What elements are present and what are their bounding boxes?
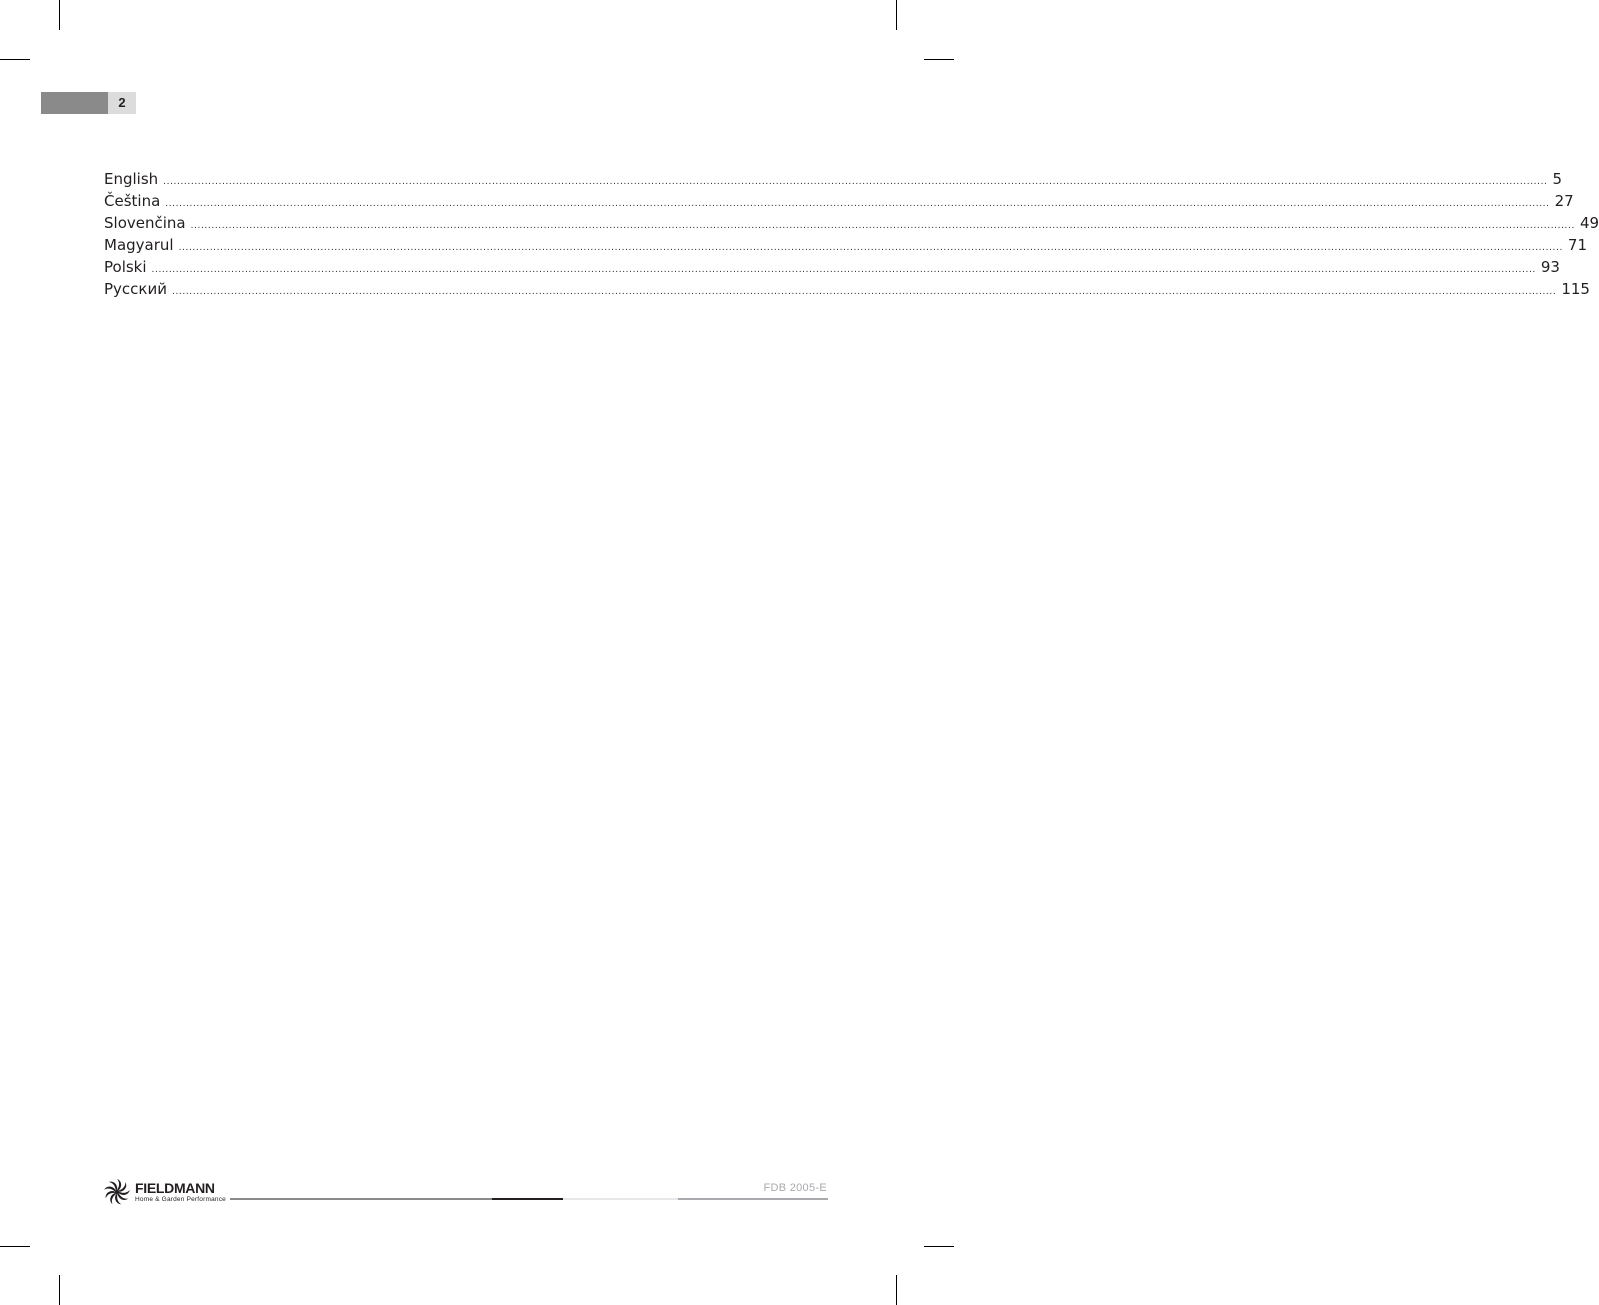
toc-page: 27 xyxy=(1554,192,1574,210)
toc-leader-dots: ................................................................................................................................................................................................................................................................................................................................................................................................................ xyxy=(178,243,1563,253)
toc-label: Русский xyxy=(104,280,167,298)
toc-row[interactable] xyxy=(104,256,1560,278)
crop-mark-top-right-v xyxy=(896,0,897,30)
toc-row[interactable] xyxy=(104,234,1588,256)
page-number-tab xyxy=(41,92,136,114)
toc-leader-dots: ................................................................................................................................................................................................................................................................................................................................................................................................................ xyxy=(190,221,1575,231)
toc-leader-dots: ................................................................................................................................................................................................................................................................................................................................................................................................................ xyxy=(165,199,1550,209)
toc-leader-dots: ................................................................................................................................................................................................................................................................................................................................................................................................................ xyxy=(163,177,1548,187)
crop-mark-top-right-h xyxy=(924,59,954,60)
toc-row[interactable] xyxy=(104,212,1599,234)
footer-line-segment-3 xyxy=(563,1198,678,1200)
brand-name: FIELDMANN xyxy=(135,1179,215,1196)
toc-page: 115 xyxy=(1561,280,1590,298)
logo-text xyxy=(135,1181,226,1204)
model-number: FDB 2005-E xyxy=(763,1182,827,1194)
toc-label: Čeština xyxy=(104,192,161,210)
toc-label: Slovenčina xyxy=(104,214,186,232)
toc-row[interactable] xyxy=(104,168,1563,190)
crop-mark-bottom-left-h xyxy=(0,1246,30,1247)
toc-leader-dots: ................................................................................................................................................................................................................................................................................................................................................................................................................ xyxy=(171,287,1557,297)
crop-mark-bottom-left-v xyxy=(59,1275,60,1305)
toc-row[interactable] xyxy=(104,278,1590,300)
footer-line-segment-2 xyxy=(492,1198,563,1200)
toc-leader-dots: ................................................................................................................................................................................................................................................................................................................................................................................................................ xyxy=(151,265,1536,275)
crop-mark-top-left-h xyxy=(0,59,30,60)
toc-label: Polski xyxy=(104,258,147,276)
toc-page: 71 xyxy=(1567,236,1588,254)
toc-label: English xyxy=(104,170,159,188)
toc-page: 49 xyxy=(1579,214,1599,232)
table-of-contents xyxy=(104,168,1599,300)
brand-tagline: Home & Garden Performance xyxy=(135,1195,226,1203)
toc-page: 5 xyxy=(1552,170,1563,188)
page-tab-bar xyxy=(41,92,108,114)
crop-mark-bottom-right-v xyxy=(896,1275,897,1305)
footer-logo xyxy=(103,1177,226,1207)
footer-line-segment-4 xyxy=(678,1198,828,1200)
toc-label: Magyarul xyxy=(104,236,174,254)
footer-line-segment-1 xyxy=(230,1198,492,1200)
toc-row[interactable] xyxy=(104,190,1574,212)
toc-page: 93 xyxy=(1540,258,1560,276)
fieldmann-logo-icon xyxy=(103,1177,131,1207)
crop-mark-bottom-right-h xyxy=(924,1246,954,1247)
crop-mark-top-left-v xyxy=(59,0,60,30)
page-number: 2 xyxy=(108,92,136,114)
